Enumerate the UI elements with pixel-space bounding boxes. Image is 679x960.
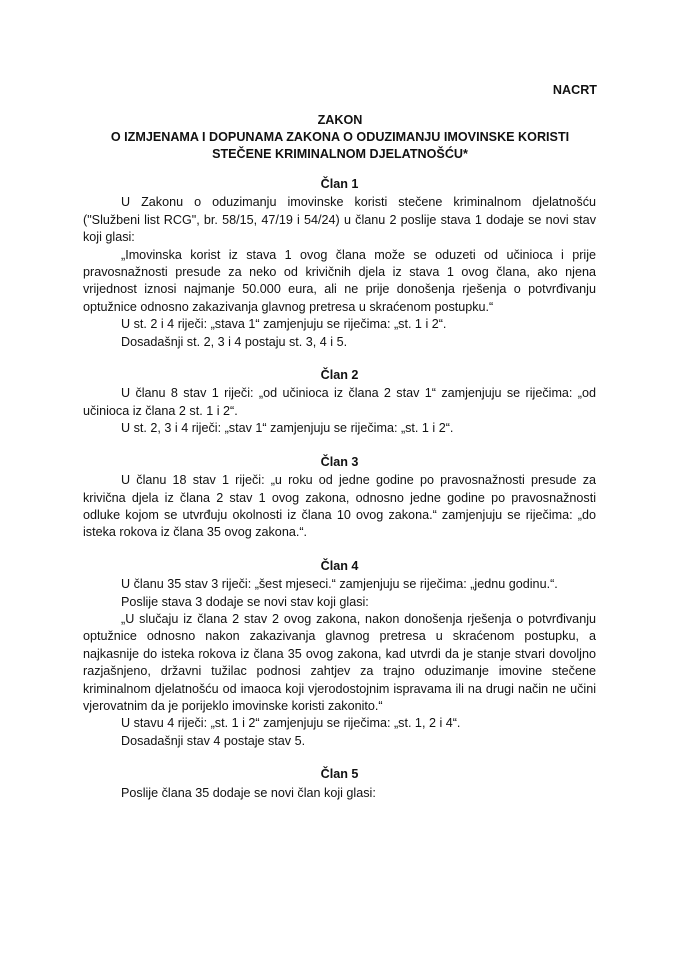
draft-label: NACRT <box>552 83 597 97</box>
article-1 <box>83 176 596 351</box>
document-body <box>83 176 596 802</box>
title-line-2: O IZMJENAMA I DOPUNAMA ZAKONA O ODUZIMANJU IMOVINSKE KORISTI <box>110 130 570 144</box>
article-heading: Član 2 <box>320 368 359 383</box>
article-paragraph: U stavu 4 riječi: „st. 1 i 2“ zamjenjuju se riječima: „st. 1, 2 i 4“. <box>121 716 461 731</box>
article-paragraph: U st. 2 i 4 riječi: „stava 1“ zamjenjuju se riječima: „st. 1 i 2“. <box>121 317 447 332</box>
article-paragraph: U st. 2, 3 i 4 riječi: „stav 1“ zamjenjuju se riječima: „st. 1 i 2“. <box>121 421 454 436</box>
article-paragraph: Dosadašnji st. 2, 3 i 4 postaju st. 3, 4 i 5. <box>121 334 348 349</box>
article-heading: Član 3 <box>320 454 359 469</box>
article-paragraph: U članu 8 stav 1 riječi: „od učinioca iz člana 2 stav 1“ zamjenjuju se riječima: „od učinioca iz člana 2 st. 1 i 2“. <box>83 386 596 418</box>
article-5 <box>83 766 596 802</box>
article-heading: Član 4 <box>320 558 359 573</box>
article-paragraph: „Imovinska korist iz stava 1 ovog člana može se oduzeti od učinioca i prije pravosnažnosti presude za neko od krivičnih djela iz stava 1 ovog člana, ako njena vrijednost iznosi najmanje 50.000 eura, ali ne prije donošenja rješenja o potvrđivanju optužnice odnosno zakazivanja glavnog pretresa u skraćenom postupku.“ <box>83 247 596 314</box>
article-paragraph: U članu 35 stav 3 riječi: „šest mjeseci.“ zamjenjuju se riječima: „jednu godinu.“. <box>121 577 558 592</box>
article-heading: Član 1 <box>320 177 359 191</box>
article-paragraph: U Zakonu o oduzimanju imovinske koristi stečene kriminalnom djelatnošću ("Službeni list RCG", br. 58/15, 47/19 i 54/24) u članu 2 poslije stava 1 dodaje se novi stav koji glasi: <box>83 195 596 245</box>
article-paragraph: „U slučaju iz člana 2 stav 2 ovog zakona, nakon donošenja rješenja o potvrđivanju optužnice odnosno nakon zakazivanja glavnog pretresa u skraćenom postupku, a najkasnije do isteka rokova iz člana 35 ovog zakona, kad utvrdi da je stanje stvari dovoljno razjašnjeno, državni tužilac podnosi zahtjev za trajno oduzimanje imovine stečene kriminalnom djelatnošću od imaoca koji vjerodostojnim ispravama ili na drugi način ne učini vjerovatnim da je porijeklo imovinske koristi zakonito.“ <box>83 611 596 713</box>
article-paragraph: U članu 18 stav 1 riječi: „u roku od jedne godine po pravosnažnosti presude za krivična djela iz člana 2 stav 1 ovog zakona, odnosno jedne godine po pravosnažnosti odluke kojom se utvrđuju okolnosti iz člana 10 ovog zakona.“ zamjenjuju se riječima: „do isteka rokova iz člana 35 ovog zakona.“. <box>83 473 596 540</box>
article-paragraph: Dosadašnji stav 4 postaje stav 5. <box>121 733 306 748</box>
law-title <box>80 112 600 163</box>
title-line-3: STEČENE KRIMINALNOM DJELATNOŠĆU* <box>212 147 468 161</box>
article-4 <box>83 558 596 750</box>
article-paragraph: Poslije stava 3 dodaje se novi stav koji glasi: <box>121 594 369 609</box>
article-2 <box>83 367 596 438</box>
article-paragraph: Poslije člana 35 dodaje se novi član koji glasi: <box>121 785 376 800</box>
article-heading: Član 5 <box>320 767 359 782</box>
title-line-1: ZAKON <box>317 113 363 127</box>
article-3 <box>83 454 596 542</box>
